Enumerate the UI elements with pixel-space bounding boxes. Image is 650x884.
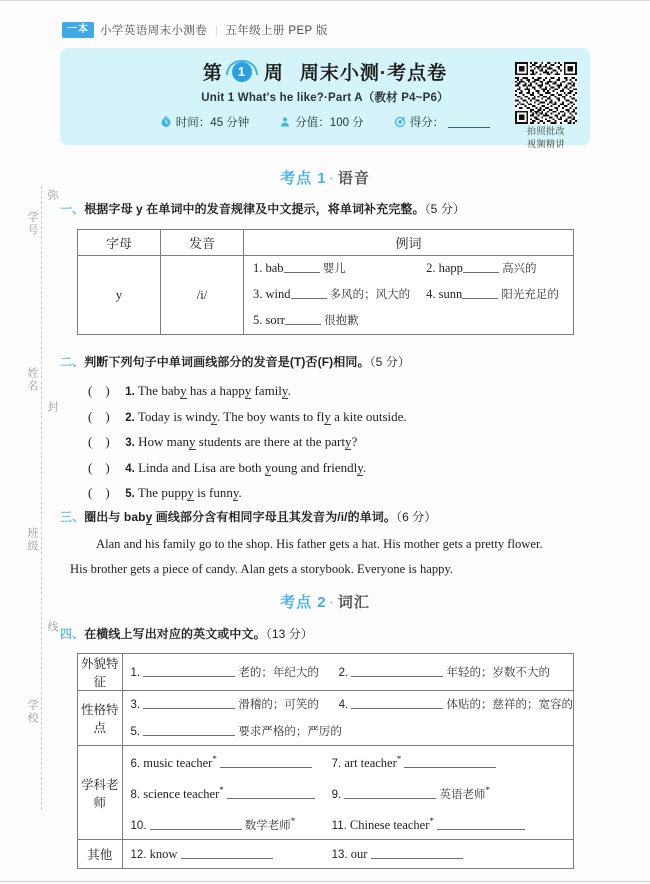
- qr-caption-line2: 视频精讲: [526, 139, 565, 149]
- vocab-7-blank[interactable]: [404, 755, 496, 768]
- question-4-number: 四、: [60, 627, 85, 641]
- seal-label-name: 姓名: [24, 364, 40, 396]
- vocab-line: [123, 777, 573, 808]
- vocab-10-blank[interactable]: [150, 817, 242, 830]
- vocab-11-blank[interactable]: [437, 817, 525, 830]
- example-1-blank[interactable]: [284, 260, 320, 273]
- vocab-5-no: 5.: [130, 726, 141, 738]
- table-row: [78, 691, 574, 746]
- vocab-6-blank[interactable]: [220, 755, 312, 768]
- tf-answer-box-5[interactable]: ( ): [88, 485, 110, 501]
- question-4-points: （13 分）: [265, 627, 314, 641]
- example-row-1: [244, 256, 573, 282]
- passage-line-1: Alan and his family go to the shop. His father gets a hat. His mother gets a pretty flower.: [96, 537, 543, 551]
- vocab-2-zh: 年轻的；岁数不大的: [446, 666, 550, 679]
- question-2-number: 二、: [60, 355, 85, 369]
- brand-separator: |: [215, 24, 218, 36]
- example-1-word: bab: [265, 261, 284, 275]
- section-1-dot: ·: [329, 171, 335, 186]
- example-item-3: [253, 282, 423, 308]
- example-1-no: 1.: [253, 261, 263, 275]
- vocab-3-no: 3.: [130, 699, 141, 711]
- question-3-text: 圈出与 baby 画线部分含有相同字母且其发音为/i/的单词。: [84, 510, 396, 524]
- vocab-item-9: [332, 777, 490, 808]
- tf-sentence-2: Today is windy. The boy wants to fly a kite outside.: [137, 408, 407, 424]
- vocab-category-personality: 性格特点: [78, 691, 123, 746]
- vocab-cell-subject-teachers: [122, 746, 573, 840]
- vocab-11-no: 11.: [331, 820, 347, 833]
- tf-sentence-5: The puppy is funny.: [137, 485, 242, 501]
- vocab-12-en: know: [149, 846, 178, 861]
- question-2-points: （5 分）: [369, 355, 411, 369]
- meta-score-total-label: 分值：100 分: [295, 117, 364, 129]
- tf-answer-box-2[interactable]: ( ): [88, 408, 110, 424]
- example-5-zh: 很抱歉: [324, 315, 359, 327]
- seal-mark-1: 弥: [44, 186, 60, 205]
- vocab-2-blank[interactable]: [351, 664, 443, 677]
- vocab-3-blank[interactable]: [143, 696, 235, 709]
- meta-score-earned: [394, 114, 491, 130]
- vocab-line: [123, 808, 573, 839]
- page-bottom-edge: [0, 881, 650, 882]
- vocab-item-3: [131, 691, 336, 718]
- score-blank[interactable]: [448, 116, 490, 128]
- qr-code-block[interactable]: [513, 62, 579, 150]
- question-3-points: （6 分）: [396, 510, 437, 524]
- table-row: [78, 840, 574, 869]
- worksheet-meta: [60, 114, 590, 130]
- section-1-name: 语音: [337, 170, 370, 187]
- brand-title: 小学英语周末小测卷: [100, 25, 208, 37]
- seal-label-student-id: 学号: [24, 208, 40, 240]
- vocab-item-2: [339, 659, 550, 686]
- vocab-cell-personality: [122, 691, 573, 746]
- tf-sentence-4: Linda and Lisa are both young and friendly.: [138, 459, 367, 475]
- vocab-9-star: *: [485, 785, 490, 796]
- example-3-blank[interactable]: [291, 286, 327, 299]
- seal-mark-2: 封: [44, 398, 60, 417]
- example-1-zh: 婴儿: [322, 263, 346, 275]
- person-icon: [279, 116, 291, 128]
- title-main: 周末小测·考点卷: [299, 63, 448, 84]
- vocab-item-1: [131, 659, 336, 686]
- seal-dashed-line: [41, 186, 42, 810]
- example-3-zh: 多风的；风大的: [329, 289, 411, 301]
- question-3-prompt: [60, 508, 600, 525]
- example-item-2: [426, 256, 536, 282]
- question-1-text: 根据字母 y 在单词中的发音规律及中文提示，将单词补充完整。: [84, 202, 425, 216]
- vocab-line: [123, 691, 573, 718]
- vocab-item-11: [332, 808, 525, 839]
- question-3-number: 三、: [60, 510, 85, 524]
- vocab-item-7: [332, 746, 497, 777]
- cell-sound-i: /i/: [161, 256, 244, 335]
- vocab-6-no: 6.: [130, 758, 141, 771]
- section-1-index: 考点 1: [280, 170, 327, 187]
- vocab-10-star: *: [290, 816, 296, 827]
- question-2-text: 判断下列句子中单词画线部分的发音是(T)否(F)相同。: [84, 355, 370, 369]
- header-examples: 例词: [244, 230, 574, 256]
- vocab-12-blank[interactable]: [181, 846, 273, 859]
- meta-score-earned-label: 得分：: [409, 117, 445, 129]
- example-2-word: happ: [438, 261, 463, 275]
- qr-code-icon[interactable]: [515, 62, 577, 124]
- table-body-row: [78, 256, 574, 335]
- vocab-8-no: 8.: [130, 789, 141, 802]
- example-5-blank[interactable]: [285, 312, 321, 325]
- exam-seal-margin: [22, 186, 62, 810]
- table-header-row: [78, 230, 574, 256]
- vocab-line: [123, 746, 573, 777]
- tf-index-1: 1.: [125, 386, 135, 398]
- example-2-no: 2.: [426, 261, 436, 275]
- vocab-3-zh: 滑稽的；可笑的: [238, 699, 319, 711]
- vocab-item-5: [130, 718, 342, 745]
- example-3-no: 3.: [253, 287, 263, 301]
- vocab-9-zh: 英语老师: [439, 789, 486, 802]
- vocab-cell-other: [122, 840, 573, 869]
- vocab-6-en: music teacher: [143, 756, 213, 771]
- tf-sentence-3: How many students are there at the party?: [138, 434, 358, 450]
- vocab-13-no: 13.: [331, 848, 348, 861]
- table-row: [78, 654, 574, 691]
- section-heading-1: [0, 167, 650, 188]
- example-item-1: [253, 256, 423, 282]
- meta-time: [160, 114, 250, 130]
- phonics-table: [77, 229, 574, 335]
- vocab-5-blank[interactable]: [143, 723, 235, 736]
- example-row-2: [244, 282, 573, 308]
- tf-answer-box-3[interactable]: ( ): [88, 434, 110, 450]
- week-number: 1: [232, 62, 252, 82]
- tf-answer-box-4[interactable]: ( ): [88, 459, 110, 475]
- example-4-no: 4.: [426, 287, 436, 301]
- vocab-7-en: art teacher: [344, 756, 397, 771]
- question-1-prompt: [60, 200, 600, 217]
- vocab-category-subject-teachers: 学科老师: [78, 746, 123, 840]
- section-2-name: 词汇: [337, 594, 370, 611]
- vocab-8-en: science teacher: [143, 787, 220, 802]
- vocab-4-no: 4.: [338, 699, 349, 711]
- vocab-line: [123, 841, 573, 868]
- vocab-9-blank[interactable]: [344, 786, 436, 799]
- vocab-11-en: Chinese teacher: [349, 818, 430, 833]
- brand-badge: 一本: [62, 22, 94, 38]
- meta-time-label: 时间：45 分钟: [175, 117, 250, 129]
- example-2-zh: 高兴的: [502, 263, 537, 275]
- tf-answer-box-1[interactable]: ( ): [88, 383, 110, 398]
- vocab-item-12: [131, 841, 329, 868]
- section-heading-2: [0, 591, 650, 612]
- seal-label-class: 班级: [24, 524, 40, 556]
- vocab-12-no: 12.: [130, 848, 147, 861]
- vocab-cell-appearance: [122, 654, 573, 691]
- vocab-5-zh: 要求严格的；严厉的: [238, 726, 342, 738]
- section-2-index: 考点 2: [280, 594, 327, 611]
- cell-example-words: [244, 256, 574, 335]
- vocab-13-blank[interactable]: [371, 846, 463, 859]
- tf-item-5: [88, 480, 407, 506]
- tf-item-2: [88, 404, 407, 430]
- example-4-blank[interactable]: [462, 286, 498, 299]
- tf-item-3: [88, 429, 407, 455]
- vocab-9-no: 9.: [331, 789, 342, 802]
- qr-caption-line1: 拍照批改: [526, 126, 565, 136]
- example-2-blank[interactable]: [463, 260, 499, 273]
- week-number-badge: [225, 60, 259, 84]
- vocab-11-star: *: [429, 816, 434, 827]
- page-top-edge: [0, 0, 650, 1]
- vocab-7-star: *: [396, 754, 402, 764]
- seal-label-school: 学校: [24, 696, 40, 728]
- vocab-line: [123, 659, 573, 686]
- vocab-item-8: [131, 777, 329, 808]
- question-1-number: 一、: [60, 202, 85, 216]
- vocab-8-star: *: [219, 785, 224, 796]
- vocab-item-10: [131, 808, 329, 839]
- title-suffix: 周: [263, 63, 284, 84]
- tf-index-5: 5.: [125, 488, 135, 501]
- clock-icon: [160, 116, 172, 128]
- example-row-3: [244, 308, 573, 334]
- title-prefix: 第: [202, 63, 222, 84]
- table-row: [78, 746, 574, 840]
- vocab-4-zh: 体贴的；慈祥的；宽容的: [446, 699, 573, 711]
- question-4-text: 在横线上写出对应的英文或中文。: [84, 627, 266, 641]
- vocab-item-13: [332, 841, 463, 868]
- header-letter: 字母: [78, 230, 161, 256]
- tf-index-3: 3.: [125, 437, 135, 450]
- question-4-prompt: [60, 625, 600, 642]
- passage-line-2: His brother gets a piece of candy. Alan gets a storybook. Everyone is happy.: [70, 562, 454, 576]
- question-1-points: （5 分）: [424, 202, 466, 216]
- vocab-1-zh: 老的；年纪大的: [238, 666, 319, 679]
- meta-score-total: [279, 114, 363, 130]
- example-4-zh: 阳光充足的: [501, 289, 559, 301]
- brand-edition: 五年级上册 PEP 版: [225, 25, 328, 37]
- question-2-prompt: [60, 353, 600, 370]
- vocab-item-6: [131, 746, 329, 777]
- cell-letter-y: y: [78, 256, 161, 335]
- example-5-no: 5.: [253, 313, 263, 327]
- header-sound: 发音: [161, 230, 244, 256]
- true-false-list: [88, 378, 407, 506]
- vocabulary-table: [77, 653, 574, 869]
- tf-sentence-1: The baby has a happy family.: [137, 383, 291, 398]
- example-4-word: sunn: [438, 287, 463, 301]
- brand-line: [62, 22, 328, 38]
- vocab-line: [123, 718, 573, 745]
- vocab-10-zh: 数学老师: [244, 820, 291, 833]
- example-3-word: wind: [265, 287, 291, 301]
- example-item-5: [253, 308, 423, 334]
- vocab-8-blank[interactable]: [227, 786, 315, 799]
- vocab-item-4: [339, 691, 573, 718]
- example-5-word: sorr: [265, 313, 285, 327]
- worksheet-title: [60, 58, 590, 85]
- seal-mark-3: 线: [44, 618, 60, 637]
- vocab-1-no: 1.: [130, 666, 141, 679]
- tf-index-4: 4.: [125, 462, 135, 475]
- vocab-1-blank[interactable]: [143, 664, 235, 677]
- reading-passage[interactable]: [70, 532, 590, 582]
- tf-index-2: 2.: [125, 411, 135, 424]
- worksheet-subtitle: Unit 1 What's he like?·Part A（教材 P4~P6）: [201, 92, 449, 104]
- section-2-dot: ·: [329, 595, 335, 610]
- example-item-4: [426, 282, 559, 308]
- vocab-6-star: *: [212, 754, 217, 764]
- tf-item-1: [88, 378, 407, 404]
- vocab-7-no: 7.: [331, 758, 342, 771]
- target-icon: [394, 116, 406, 128]
- header-banner: [60, 48, 590, 145]
- vocab-10-no: 10.: [130, 820, 147, 833]
- vocab-13-en: our: [350, 846, 368, 861]
- vocab-4-blank[interactable]: [351, 696, 443, 709]
- tf-item-4: [88, 455, 407, 481]
- vocab-category-other: 其他: [78, 840, 123, 869]
- vocab-2-no: 2.: [338, 666, 349, 679]
- vocab-category-appearance: 外貌特征: [78, 654, 123, 691]
